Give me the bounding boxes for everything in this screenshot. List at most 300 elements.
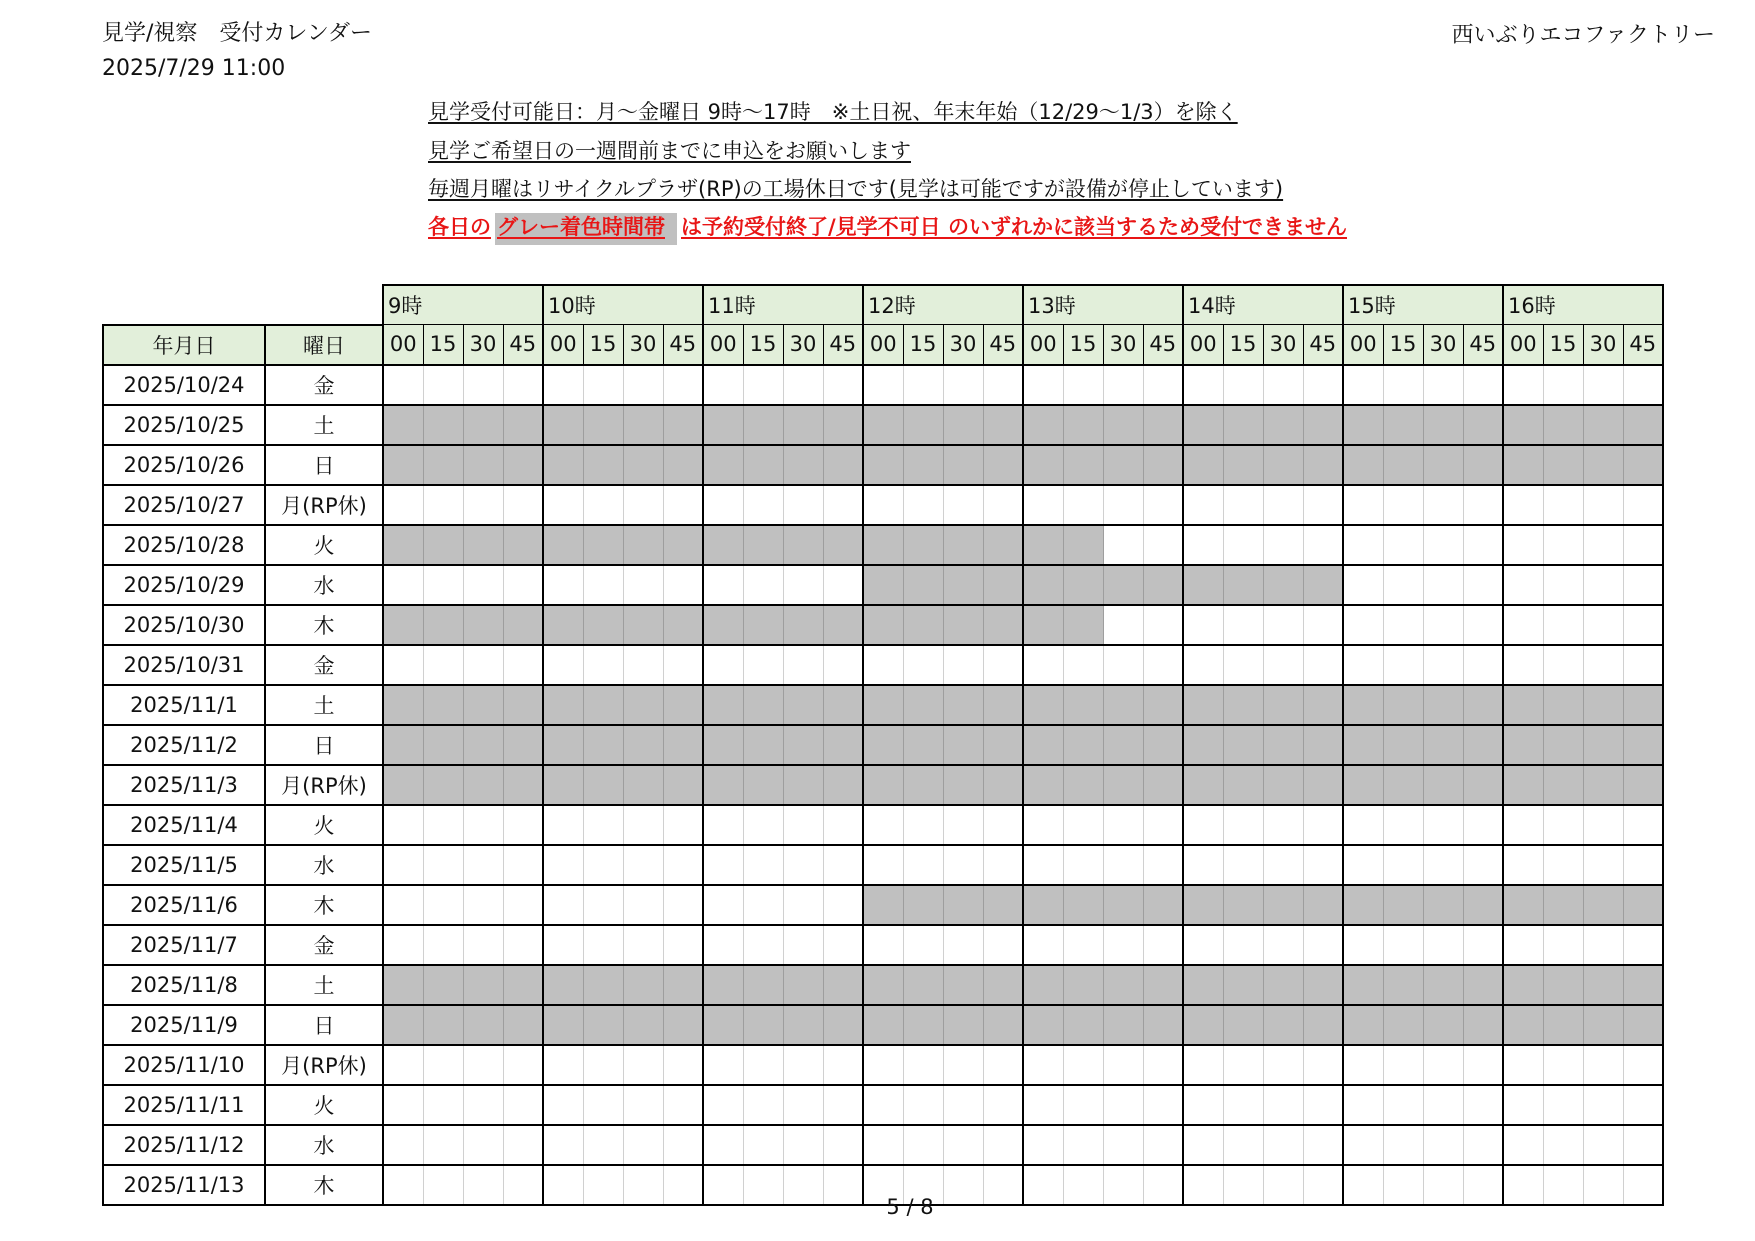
time-slot-closed xyxy=(1543,1005,1583,1045)
row-date: 2025/10/28 xyxy=(103,525,265,565)
time-slot-closed xyxy=(1623,405,1663,445)
row-weekday: 土 xyxy=(265,965,383,1005)
time-slot-open xyxy=(623,1125,663,1165)
time-slot-closed xyxy=(703,965,743,1005)
time-slot-closed xyxy=(1583,765,1623,805)
time-slot-closed xyxy=(1183,1005,1223,1045)
calendar-row xyxy=(103,1125,1663,1165)
time-slot-closed xyxy=(703,405,743,445)
time-slot-open xyxy=(503,1045,543,1085)
time-slot-open xyxy=(663,485,703,525)
time-slot-open xyxy=(383,1045,423,1085)
minute-header: 15 xyxy=(1543,325,1583,365)
time-slot-open xyxy=(1623,845,1663,885)
time-slot-open xyxy=(543,925,583,965)
hour-header: 16時 xyxy=(1503,285,1663,325)
time-slot-closed xyxy=(1063,405,1103,445)
time-slot-closed xyxy=(743,525,783,565)
time-slot-closed xyxy=(583,525,623,565)
time-slot-closed xyxy=(1463,445,1503,485)
time-slot-closed xyxy=(1263,445,1303,485)
time-slot-closed xyxy=(383,685,423,725)
time-slot-open xyxy=(943,1045,983,1085)
time-slot-open xyxy=(463,805,503,845)
time-slot-open xyxy=(1343,485,1383,525)
time-slot-closed xyxy=(1143,965,1183,1005)
time-slot-open xyxy=(383,925,423,965)
time-slot-closed xyxy=(1263,405,1303,445)
time-slot-open xyxy=(623,805,663,845)
row-weekday: 日 xyxy=(265,445,383,485)
time-slot-open xyxy=(663,885,703,925)
time-slot-open xyxy=(983,845,1023,885)
time-slot-closed xyxy=(1103,445,1143,485)
time-slot-closed xyxy=(943,885,983,925)
time-slot-open xyxy=(823,485,863,525)
time-slot-open xyxy=(1263,1045,1303,1085)
time-slot-open xyxy=(703,565,743,605)
time-slot-closed xyxy=(863,885,903,925)
time-slot-closed xyxy=(823,525,863,565)
weekday-column-header: 曜日 xyxy=(265,325,383,365)
time-slot-closed xyxy=(903,1005,943,1045)
time-slot-open xyxy=(583,365,623,405)
time-slot-closed xyxy=(983,685,1023,725)
time-slot-open xyxy=(1583,645,1623,685)
time-slot-open xyxy=(1223,525,1263,565)
time-slot-open xyxy=(703,885,743,925)
calendar-row xyxy=(103,1045,1663,1085)
time-slot-closed xyxy=(903,685,943,725)
time-slot-closed xyxy=(943,765,983,805)
time-slot-open xyxy=(1223,485,1263,525)
time-slot-closed xyxy=(1223,565,1263,605)
time-slot-open xyxy=(1463,365,1503,405)
time-slot-open xyxy=(663,1125,703,1165)
time-slot-closed xyxy=(383,525,423,565)
time-slot-open xyxy=(703,1045,743,1085)
blank-corner xyxy=(103,285,383,325)
time-slot-open xyxy=(1103,605,1143,645)
time-slot-closed xyxy=(1303,405,1343,445)
time-slot-closed xyxy=(903,525,943,565)
time-slot-closed xyxy=(543,445,583,485)
time-slot-closed xyxy=(1343,725,1383,765)
time-slot-open xyxy=(623,485,663,525)
time-slot-open xyxy=(583,565,623,605)
time-slot-open xyxy=(823,645,863,685)
time-slot-open xyxy=(1343,645,1383,685)
time-slot-closed xyxy=(583,765,623,805)
time-slot-closed xyxy=(943,525,983,565)
time-slot-open xyxy=(1263,1125,1303,1165)
time-slot-open xyxy=(543,845,583,885)
time-slot-open xyxy=(1223,1045,1263,1085)
time-slot-open xyxy=(1263,1085,1303,1125)
minute-header: 15 xyxy=(423,325,463,365)
time-slot-open xyxy=(1263,645,1303,685)
time-slot-open xyxy=(1583,1045,1623,1085)
time-slot-closed xyxy=(1503,765,1543,805)
time-slot-open xyxy=(1583,605,1623,645)
time-slot-open xyxy=(623,1085,663,1125)
time-slot-closed xyxy=(503,765,543,805)
time-slot-open xyxy=(863,925,903,965)
time-slot-open xyxy=(1183,485,1223,525)
calendar-row xyxy=(103,365,1663,405)
time-slot-open xyxy=(1303,485,1343,525)
note-gray-warning-suffix: は予約受付終了/見学不可日 のいずれかに該当するため受付できません xyxy=(681,215,1347,239)
minute-header: 30 xyxy=(463,325,503,365)
row-date: 2025/11/7 xyxy=(103,925,265,965)
minute-header: 30 xyxy=(1423,325,1463,365)
time-slot-open xyxy=(903,845,943,885)
time-slot-closed xyxy=(1023,965,1063,1005)
minute-header: 45 xyxy=(983,325,1023,365)
time-slot-closed xyxy=(1263,885,1303,925)
time-slot-open xyxy=(1383,365,1423,405)
minute-header: 15 xyxy=(1383,325,1423,365)
time-slot-closed xyxy=(623,765,663,805)
time-slot-closed xyxy=(1183,445,1223,485)
time-slot-closed xyxy=(703,1005,743,1045)
time-slot-open xyxy=(1143,605,1183,645)
time-slot-open xyxy=(1303,645,1343,685)
time-slot-open xyxy=(1303,1085,1343,1125)
time-slot-open xyxy=(423,1125,463,1165)
time-slot-open xyxy=(1623,605,1663,645)
row-date: 2025/11/5 xyxy=(103,845,265,885)
time-slot-open xyxy=(663,1085,703,1125)
time-slot-open xyxy=(1543,845,1583,885)
time-slot-open xyxy=(503,805,543,845)
time-slot-open xyxy=(983,365,1023,405)
time-slot-closed xyxy=(623,405,663,445)
row-weekday: 木 xyxy=(265,885,383,925)
calendar-row xyxy=(103,925,1663,965)
time-slot-closed xyxy=(1303,965,1343,1005)
time-slot-closed xyxy=(1183,405,1223,445)
time-slot-open xyxy=(1423,925,1463,965)
time-slot-closed xyxy=(383,965,423,1005)
row-date: 2025/11/3 xyxy=(103,765,265,805)
time-slot-open xyxy=(1103,845,1143,885)
time-slot-closed xyxy=(823,605,863,645)
time-slot-open xyxy=(903,805,943,845)
time-slot-open xyxy=(1183,605,1223,645)
time-slot-closed xyxy=(1423,965,1463,1005)
time-slot-open xyxy=(543,1125,583,1165)
minute-header: 45 xyxy=(1623,325,1663,365)
time-slot-open xyxy=(1023,925,1063,965)
time-slot-open xyxy=(1143,925,1183,965)
time-slot-closed xyxy=(1543,725,1583,765)
time-slot-open xyxy=(1183,1085,1223,1125)
time-slot-open xyxy=(463,645,503,685)
time-slot-open xyxy=(1063,365,1103,405)
time-slot-closed xyxy=(423,1005,463,1045)
time-slot-closed xyxy=(623,525,663,565)
time-slot-closed xyxy=(1263,965,1303,1005)
time-slot-closed xyxy=(1023,605,1063,645)
time-slot-open xyxy=(1023,845,1063,885)
time-slot-closed xyxy=(1623,965,1663,1005)
time-slot-open xyxy=(783,845,823,885)
time-slot-closed xyxy=(1343,685,1383,725)
time-slot-closed xyxy=(463,965,503,1005)
time-slot-open xyxy=(1423,525,1463,565)
time-slot-open xyxy=(1223,605,1263,645)
time-slot-closed xyxy=(1223,885,1263,925)
time-slot-open xyxy=(463,885,503,925)
time-slot-open xyxy=(1063,845,1103,885)
time-slot-closed xyxy=(1543,965,1583,1005)
time-slot-closed xyxy=(423,965,463,1005)
row-date: 2025/10/26 xyxy=(103,445,265,485)
minute-header: 30 xyxy=(1583,325,1623,365)
calendar-row xyxy=(103,445,1663,485)
minute-header: 00 xyxy=(1023,325,1063,365)
row-weekday: 火 xyxy=(265,1085,383,1125)
hour-header: 9時 xyxy=(383,285,543,325)
time-slot-open xyxy=(503,1125,543,1165)
time-slot-closed xyxy=(1463,885,1503,925)
time-slot-open xyxy=(743,845,783,885)
time-slot-closed xyxy=(1383,445,1423,485)
time-slot-open xyxy=(1303,1045,1343,1085)
facility-name: 西いぶりエコファクトリー xyxy=(1451,23,1715,48)
time-slot-open xyxy=(823,365,863,405)
time-slot-closed xyxy=(983,525,1023,565)
time-slot-open xyxy=(1143,485,1183,525)
time-slot-open xyxy=(1543,1045,1583,1085)
time-slot-open xyxy=(1463,605,1503,645)
time-slot-open xyxy=(1143,525,1183,565)
time-slot-closed xyxy=(1263,725,1303,765)
row-weekday: 木 xyxy=(265,605,383,645)
calendar-row xyxy=(103,1005,1663,1045)
time-slot-closed xyxy=(1063,525,1103,565)
time-slot-closed xyxy=(703,725,743,765)
time-slot-closed xyxy=(823,1005,863,1045)
hour-header: 13時 xyxy=(1023,285,1183,325)
time-slot-open xyxy=(383,805,423,845)
time-slot-open xyxy=(863,845,903,885)
time-slot-open xyxy=(1223,1125,1263,1165)
time-slot-open xyxy=(1543,525,1583,565)
time-slot-open xyxy=(1263,605,1303,645)
time-slot-closed xyxy=(903,765,943,805)
issued-datetime: 2025/7/29 11:00 xyxy=(102,56,286,81)
time-slot-closed xyxy=(1543,685,1583,725)
time-slot-open xyxy=(903,645,943,685)
time-slot-open xyxy=(783,1045,823,1085)
row-date: 2025/11/2 xyxy=(103,725,265,765)
time-slot-closed xyxy=(783,685,823,725)
time-slot-open xyxy=(1023,1085,1063,1125)
time-slot-open xyxy=(863,1125,903,1165)
time-slot-closed xyxy=(1543,885,1583,925)
time-slot-open xyxy=(943,1125,983,1165)
time-slot-closed xyxy=(703,525,743,565)
time-slot-closed xyxy=(1063,1005,1103,1045)
time-slot-closed xyxy=(463,685,503,725)
time-slot-closed xyxy=(1263,1005,1303,1045)
time-slot-closed xyxy=(1023,685,1063,725)
time-slot-open xyxy=(1263,485,1303,525)
time-slot-open xyxy=(1583,365,1623,405)
time-slot-closed xyxy=(1263,765,1303,805)
time-slot-open xyxy=(783,485,823,525)
time-slot-closed xyxy=(983,405,1023,445)
time-slot-closed xyxy=(1143,445,1183,485)
calendar-row xyxy=(103,405,1663,445)
time-slot-open xyxy=(1383,1045,1423,1085)
time-slot-open xyxy=(1263,845,1303,885)
time-slot-closed xyxy=(1263,685,1303,725)
time-slot-closed xyxy=(663,965,703,1005)
time-slot-closed xyxy=(543,965,583,1005)
time-slot-open xyxy=(1303,525,1343,565)
time-slot-closed xyxy=(1423,765,1463,805)
time-slot-open xyxy=(663,845,703,885)
time-slot-open xyxy=(1543,565,1583,605)
time-slot-open xyxy=(903,925,943,965)
minute-header: 30 xyxy=(943,325,983,365)
time-slot-open xyxy=(1623,1125,1663,1165)
time-slot-closed xyxy=(1183,765,1223,805)
time-slot-closed xyxy=(1063,725,1103,765)
time-slot-closed xyxy=(423,685,463,725)
time-slot-open xyxy=(703,1125,743,1165)
time-slot-closed xyxy=(623,725,663,765)
time-slot-open xyxy=(783,1085,823,1125)
time-slot-open xyxy=(743,805,783,845)
time-slot-open xyxy=(1263,525,1303,565)
time-slot-open xyxy=(623,885,663,925)
time-slot-open xyxy=(1503,845,1543,885)
time-slot-open xyxy=(1423,1085,1463,1125)
time-slot-open xyxy=(983,1045,1023,1085)
note-gray-warning xyxy=(428,211,1347,241)
time-slot-open xyxy=(1103,925,1143,965)
hour-header: 10時 xyxy=(543,285,703,325)
time-slot-closed xyxy=(663,525,703,565)
hour-header: 11時 xyxy=(703,285,863,325)
time-slot-open xyxy=(1423,1125,1463,1165)
time-slot-open xyxy=(1343,1085,1383,1125)
time-slot-closed xyxy=(503,525,543,565)
time-slot-open xyxy=(1583,1125,1623,1165)
time-slot-closed xyxy=(1303,725,1343,765)
time-slot-open xyxy=(503,645,543,685)
reservation-calendar xyxy=(102,284,1664,1206)
time-slot-closed xyxy=(903,565,943,605)
time-slot-open xyxy=(1223,845,1263,885)
time-slot-open xyxy=(1303,365,1343,405)
minute-header: 30 xyxy=(1263,325,1303,365)
time-slot-open xyxy=(1223,365,1263,405)
row-date: 2025/10/25 xyxy=(103,405,265,445)
time-slot-closed xyxy=(1463,725,1503,765)
row-date: 2025/10/24 xyxy=(103,365,265,405)
time-slot-open xyxy=(783,925,823,965)
time-slot-open xyxy=(383,485,423,525)
row-date: 2025/10/30 xyxy=(103,605,265,645)
time-slot-open xyxy=(423,885,463,925)
minute-header: 45 xyxy=(503,325,543,365)
row-date: 2025/11/11 xyxy=(103,1085,265,1125)
calendar-row xyxy=(103,685,1663,725)
time-slot-closed xyxy=(943,605,983,645)
time-slot-closed xyxy=(783,445,823,485)
time-slot-closed xyxy=(1143,725,1183,765)
minute-header: 15 xyxy=(583,325,623,365)
time-slot-closed xyxy=(1583,965,1623,1005)
time-slot-open xyxy=(1103,365,1143,405)
time-slot-closed xyxy=(983,1005,1023,1045)
time-slot-open xyxy=(1103,645,1143,685)
time-slot-open xyxy=(1623,1045,1663,1085)
time-slot-closed xyxy=(903,445,943,485)
time-slot-closed xyxy=(903,885,943,925)
time-slot-closed xyxy=(743,765,783,805)
time-slot-open xyxy=(983,1125,1023,1165)
time-slot-open xyxy=(503,885,543,925)
minute-header: 15 xyxy=(1063,325,1103,365)
time-slot-open xyxy=(423,1085,463,1125)
time-slot-open xyxy=(423,925,463,965)
note-available-days: 見学受付可能日：月～金曜日 9時～17時 ※土日祝、年末年始（12/29～1/3）を除く xyxy=(428,100,1238,124)
time-slot-open xyxy=(1463,925,1503,965)
time-slot-open xyxy=(1023,485,1063,525)
time-slot-closed xyxy=(1103,765,1143,805)
time-slot-closed xyxy=(823,765,863,805)
minute-header: 45 xyxy=(663,325,703,365)
row-weekday: 木 xyxy=(265,1165,383,1205)
minute-header: 45 xyxy=(1303,325,1343,365)
time-slot-open xyxy=(583,885,623,925)
row-weekday: 日 xyxy=(265,1005,383,1045)
note-gray-warning-prefix: 各日の xyxy=(428,215,491,239)
time-slot-open xyxy=(1503,805,1543,845)
time-slot-open xyxy=(1103,1085,1143,1125)
time-slot-closed xyxy=(863,605,903,645)
time-slot-open xyxy=(1623,365,1663,405)
hour-header: 15時 xyxy=(1343,285,1503,325)
time-slot-open xyxy=(1023,1045,1063,1085)
hour-header: 12時 xyxy=(863,285,1023,325)
time-slot-closed xyxy=(743,605,783,645)
time-slot-closed xyxy=(543,605,583,645)
time-slot-closed xyxy=(863,525,903,565)
time-slot-closed xyxy=(903,965,943,1005)
time-slot-open xyxy=(1463,565,1503,605)
time-slot-open xyxy=(1463,645,1503,685)
time-slot-open xyxy=(1343,1125,1383,1165)
time-slot-closed xyxy=(863,1005,903,1045)
time-slot-open xyxy=(903,1125,943,1165)
minute-header: 30 xyxy=(1103,325,1143,365)
time-slot-closed xyxy=(1223,765,1263,805)
time-slot-closed xyxy=(583,725,623,765)
time-slot-open xyxy=(463,925,503,965)
calendar-row xyxy=(103,565,1663,605)
time-slot-closed xyxy=(1423,445,1463,485)
time-slot-open xyxy=(983,1085,1023,1125)
calendar-row xyxy=(103,845,1663,885)
time-slot-closed xyxy=(543,405,583,445)
